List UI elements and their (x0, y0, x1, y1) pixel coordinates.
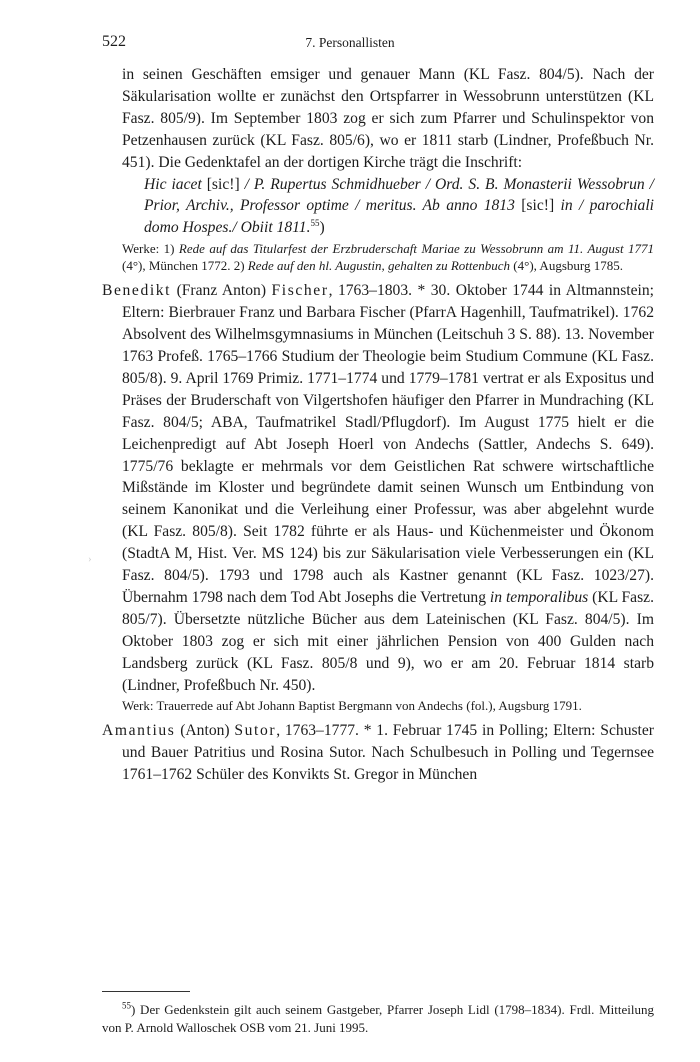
running-head: 7. Personallisten (305, 35, 395, 50)
work-detail: (4°), Augsburg 1785. (510, 258, 623, 274)
work-detail: (4°), München 1772. 2) (122, 258, 248, 274)
entry-first-name: Amantius (102, 722, 176, 740)
footnote-rule (102, 991, 190, 992)
footnote-ref-paren: ) (319, 219, 325, 237)
work-title: Rede auf den hl. Augustin, gehalten zu Rottenbuch (247, 258, 511, 274)
inscription-part: Hic iacet (144, 175, 202, 193)
inscription-part: in / parochiali domo Hospes./ Obiit 1811. (144, 197, 655, 237)
entry-text: , 1763–1803. * 30. Oktober 1744 in Altmannstein; Eltern: Bierbrauer Franz und Barbara Fischer (PfarrA Hagenhill, Taufmatrikel). 1762 Absolvent des Wilhelmsgymnasiums in München (Leitschuh 3 S. 88). 13. November 1763 Profeß. 1765–1766 Studium der Theologie beim Studium Commune (KL Fasz. 805/8). 9. April 1769 Primiz. 1771–1774 und 1779–1781 vertrat er als Expositus und Präses der Bruderschaft von Vilgertshofen häufiger den Pfarrer in Mundraching (KL Fasz. 804/5; ABA, Taufmatrikel Stadl/Pflugdorf). Im August 1775 hielt er die Leichenpredigt auf Abt Joseph Hoerl von Andechs (Sattler, Andechs S. 649). 1775/76 beklagte er mehrmals vor dem Geistlichen Rat schwere wirtschaftliche Mißstände im Kloster und begründete damit seinen Wunsch um Entbindung von seinem Kanonikat und die Verleihung einer Professur, was aber abgelehnt wurde (KL Fasz. 805/8). Seit 1782 führte er als Haus- und Küchenmeister und Ökonom (StadtA M, Hist. Ver. MS 124) bis zur Säkularisation viele Verbesserungen ein (KL Fasz. 804/5). 1793 und 1798 auch als Kastner genannt (KL Fasz. 1023/27). Übernahm 1798 nach dem Tod Abt Josephs die Vertretung (122, 282, 654, 606)
work-title: Rede auf das Titularfest der Erzbruderschaft Mariae zu Wessobrunn am 11. August 1771 (178, 241, 654, 257)
entry-italic-phrase: in temporalibus (489, 588, 589, 606)
footnote-number: 55 (122, 1000, 131, 1011)
inscription-quote (102, 174, 654, 240)
continuation-paragraph (102, 64, 654, 174)
entry-first-name: Benedikt (102, 282, 172, 300)
inscription-part: / P. Rupertus Schmidhueber / Ord. S. B. Monasterii Wessobrun / Prior, Archiv., Professor optime / meritus. Ab anno 1813 (144, 175, 655, 215)
entry-surname: Fischer (271, 282, 329, 300)
margin-mark: › (88, 553, 92, 565)
sic-note: [sic!] (201, 175, 245, 193)
footnote-text: ) Der Gedenkstein gilt auch seinem Gastgeber, Pfarrer Joseph Lidl (1798–1834). Frdl. Mitteilung von P. Arnold Walloschek OSB vom 21. Juni 1995. (102, 1002, 654, 1035)
entry-surname: Sutor (234, 722, 277, 740)
entry-given-name: (Anton) (175, 722, 235, 740)
main-text (102, 64, 654, 786)
footnote-reference: 55 (310, 218, 320, 229)
sic-note: [sic!] (514, 197, 561, 215)
works-list-fischer: Werk: Trauerrede auf Abt Johann Baptist Bergmann von Andechs (fol.), Augsburg 1791. (122, 698, 582, 714)
works-label: Werke: 1) (122, 241, 179, 257)
entry-sutor (102, 720, 654, 786)
entry-fischer (102, 280, 654, 696)
entry-given-name: (Franz Anton) (171, 282, 272, 300)
works-list-schmidhueber (102, 240, 654, 274)
entry-text: (KL Fasz. 805/7). Übersetzte nützliche Bücher aus dem Lateinischen (KL Fasz. 804/5). Im Oktober 1803 zog er sich mit einer jährlichen Pension von 400 Gulden nach Landsberg zurück (KL Fasz. 805/8 und 9), wo er am 20. Februar 1814 starb (Lindner, Profeßbuch Nr. 450). (122, 588, 654, 694)
footnote (102, 1001, 654, 1037)
entry-text: , 1763–1777. * 1. Februar 1745 in Polling; Eltern: Schuster und Bauer Patritius und Rosina Sutor. Nach Schulbesuch in Polling und Tegernsee 1761–1762 Schüler des Konvikts St. Gregor in München (122, 722, 655, 784)
page-number: 522 (102, 33, 126, 50)
continuation-text: in seinen Geschäften emsiger und genauer Mann (KL Fasz. 804/5). Nach der Säkularisation wollte er zunächst den Ortspfarrer in Wessobrunn unterstützen (KL Fasz. 805/9). Im September 1803 zog er sich zum Pfarrer und Schulinspektor von Petzenhausen zurück (KL Fasz. 805/6), wo er 1811 starb (Lindner, Profeßbuch Nr. 451). Die Gedenktafel an der dortigen Kirche trägt die Inschrift: (122, 66, 654, 171)
